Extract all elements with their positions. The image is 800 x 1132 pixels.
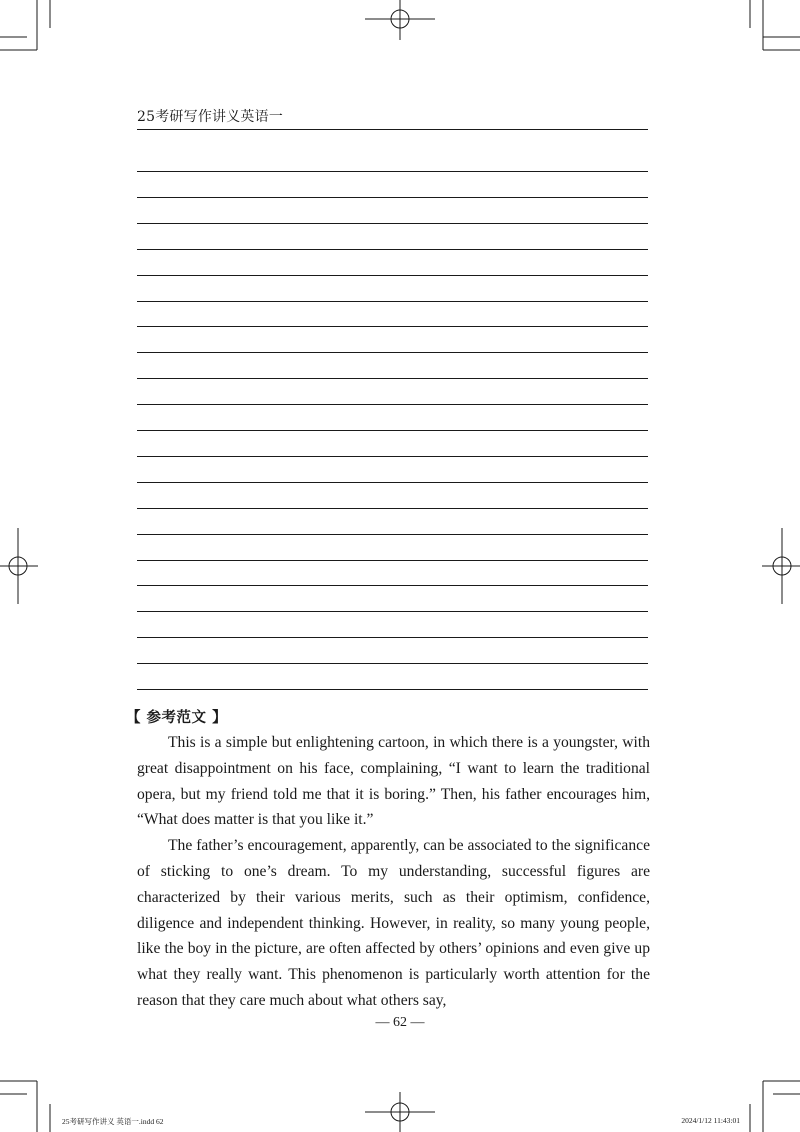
registration-mark-top: [365, 0, 435, 40]
crop-mark-top-left: [0, 0, 50, 50]
writing-lines: [137, 171, 648, 691]
writing-line: [137, 560, 648, 561]
essay-paragraph: The father’s encouragement, apparently, can be associated to the significance of sticking to one’s dream. To my understanding, successful figures are characterized by their various merits, such as their optimism, confidence, diligence and independent thinking. However, in reality, so many young people, like the boy in the picture, are often affected by others’ opinions and even give up what they really want. This phenomenon is particularly worth attention for the reason that they care much about what others say,: [137, 837, 650, 1009]
writing-line: [137, 663, 648, 664]
registration-mark-right: [762, 528, 800, 604]
writing-line: [137, 301, 648, 302]
registration-mark-left: [0, 528, 38, 604]
writing-line: [137, 171, 648, 172]
writing-line: [137, 326, 648, 327]
writing-line: [137, 637, 648, 638]
writing-line: [137, 482, 648, 483]
writing-line: [137, 456, 648, 457]
reference-essay: [137, 730, 650, 1014]
slug-filename: 25考研写作讲义 英语一.indd 62: [62, 1117, 164, 1126]
writing-line: [137, 430, 648, 431]
section-title: 【 参考范文 】: [126, 710, 228, 726]
writing-line: [137, 611, 648, 612]
writing-line: [137, 689, 648, 690]
writing-line: [137, 223, 648, 224]
page-number: — 62 —: [375, 1015, 425, 1030]
header-rule: [137, 129, 648, 130]
crop-mark-bottom-right: [750, 1081, 800, 1132]
running-head: 25考研写作讲义英语一: [137, 109, 284, 125]
writing-line: [137, 352, 648, 353]
crop-mark-top-right: [750, 0, 800, 50]
writing-line: [137, 197, 648, 198]
writing-line: [137, 275, 648, 276]
writing-line: [137, 534, 648, 535]
writing-line: [137, 378, 648, 379]
writing-line: [137, 585, 648, 586]
slug-datetime: 2024/1/12 11:43:01: [681, 1116, 740, 1125]
writing-line: [137, 249, 648, 250]
registration-mark-bottom: [365, 1092, 435, 1132]
crop-mark-bottom-left: [0, 1081, 50, 1132]
writing-line: [137, 404, 648, 405]
writing-line: [137, 508, 648, 509]
essay-paragraph: This is a simple but enlightening cartoon, in which there is a youngster, with great disappointment on his face, complaining, “I want to learn the traditional opera, but my friend told me that it is boring.” Then, his father encourages him, “What does matter is that you like it.”: [137, 734, 650, 829]
